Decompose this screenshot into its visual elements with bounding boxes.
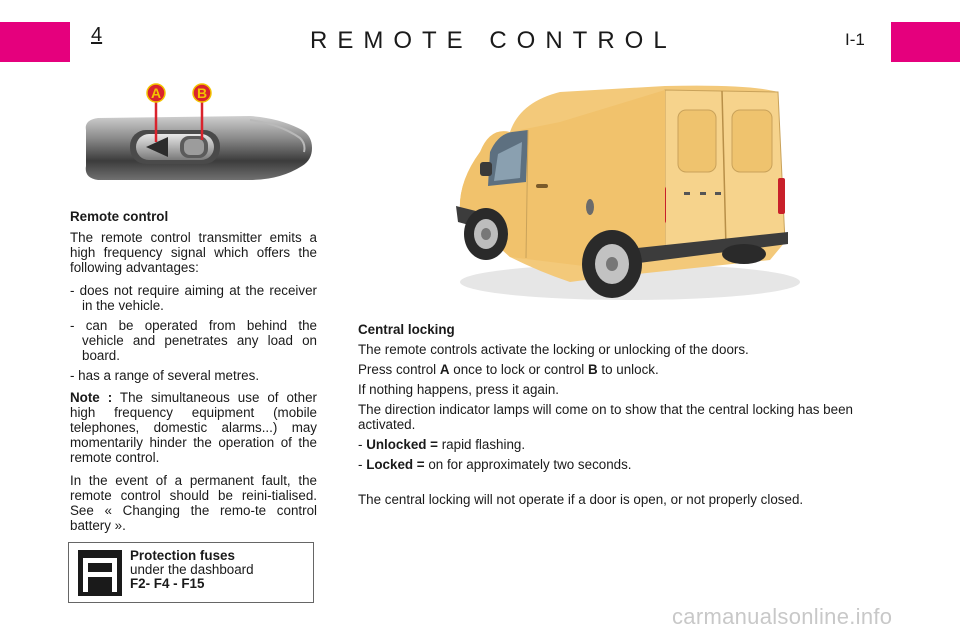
indicator-states-list bbox=[358, 437, 898, 472]
fuse-box-icon bbox=[78, 550, 122, 596]
unlocked-label: Unlocked = bbox=[366, 437, 438, 452]
page-title: REMOTE CONTROL bbox=[310, 27, 677, 54]
section-code: I-1 bbox=[845, 30, 865, 49]
control-a-label: A bbox=[439, 362, 450, 377]
fuse-location: under the dashboard bbox=[130, 562, 254, 577]
locked-label: Locked = bbox=[366, 457, 425, 472]
section-heading-central-locking: Central locking bbox=[358, 322, 455, 337]
section-heading-remote-control: Remote control bbox=[70, 209, 169, 224]
locked-text: on for approximately two seconds. bbox=[424, 457, 632, 472]
label-b: B bbox=[196, 85, 208, 101]
remote-intro-text: The remote control transmitter emits a high frequency signal which offers the following advantages: bbox=[70, 230, 317, 275]
page-number: 4 bbox=[91, 24, 103, 46]
list-item: - does not require aiming at the receiver in the vehicle. bbox=[70, 283, 317, 313]
header-accent-left bbox=[0, 22, 70, 62]
remote-control-figure bbox=[80, 80, 320, 205]
central-locking-section bbox=[358, 322, 898, 512]
note-label: Note : bbox=[70, 390, 113, 405]
protection-fuses-box bbox=[68, 542, 314, 603]
remote-control-section bbox=[70, 209, 317, 541]
locking-line-2 bbox=[358, 362, 898, 377]
locking-closing-text: The central locking will not operate if a door is open, or not properly closed. bbox=[358, 492, 804, 507]
list-item: - has a range of several metres. bbox=[70, 368, 260, 383]
note-paragraph bbox=[70, 390, 317, 465]
locking-line-3: If nothing happens, press it again. bbox=[358, 382, 559, 397]
fault-paragraph: In the event of a permanent fault, the remote control should be reini-tialised. See « Changing the remo-te control battery ». bbox=[70, 473, 317, 533]
text-span: once to lock or control bbox=[449, 362, 588, 377]
fuse-title: Protection fuses bbox=[130, 548, 235, 563]
note-text: The simultaneous use of other high frequency equipment (mobile telephones, domestic alarms...) may momentarily hinder the operation of the remote control. bbox=[70, 390, 317, 465]
text-span: Press control bbox=[358, 362, 440, 377]
text-span: to unlock. bbox=[597, 362, 659, 377]
locking-line-4: The direction indicator lamps will come on to show that the central locking has been activated. bbox=[358, 402, 853, 432]
fuse-info bbox=[130, 549, 254, 591]
list-item-locked: - Locked = on for approximately two seconds. bbox=[358, 457, 632, 472]
control-b-label: B bbox=[587, 362, 598, 377]
label-a: A bbox=[150, 85, 162, 101]
advantages-list bbox=[70, 283, 317, 383]
unlocked-text: rapid flashing. bbox=[438, 437, 526, 452]
list-item-unlocked: - Unlocked = rapid flashing. bbox=[358, 437, 526, 452]
fuse-codes: F2- F4 - F15 bbox=[130, 576, 205, 591]
van-illustration bbox=[450, 82, 800, 310]
list-item: - can be operated from behind the vehicle and penetrates any load on board. bbox=[70, 318, 317, 363]
locking-line-1: The remote controls activate the locking or unlocking of the doors. bbox=[358, 342, 749, 357]
watermark: carmanualsonline.info bbox=[672, 604, 893, 629]
header-accent-right bbox=[891, 22, 960, 62]
